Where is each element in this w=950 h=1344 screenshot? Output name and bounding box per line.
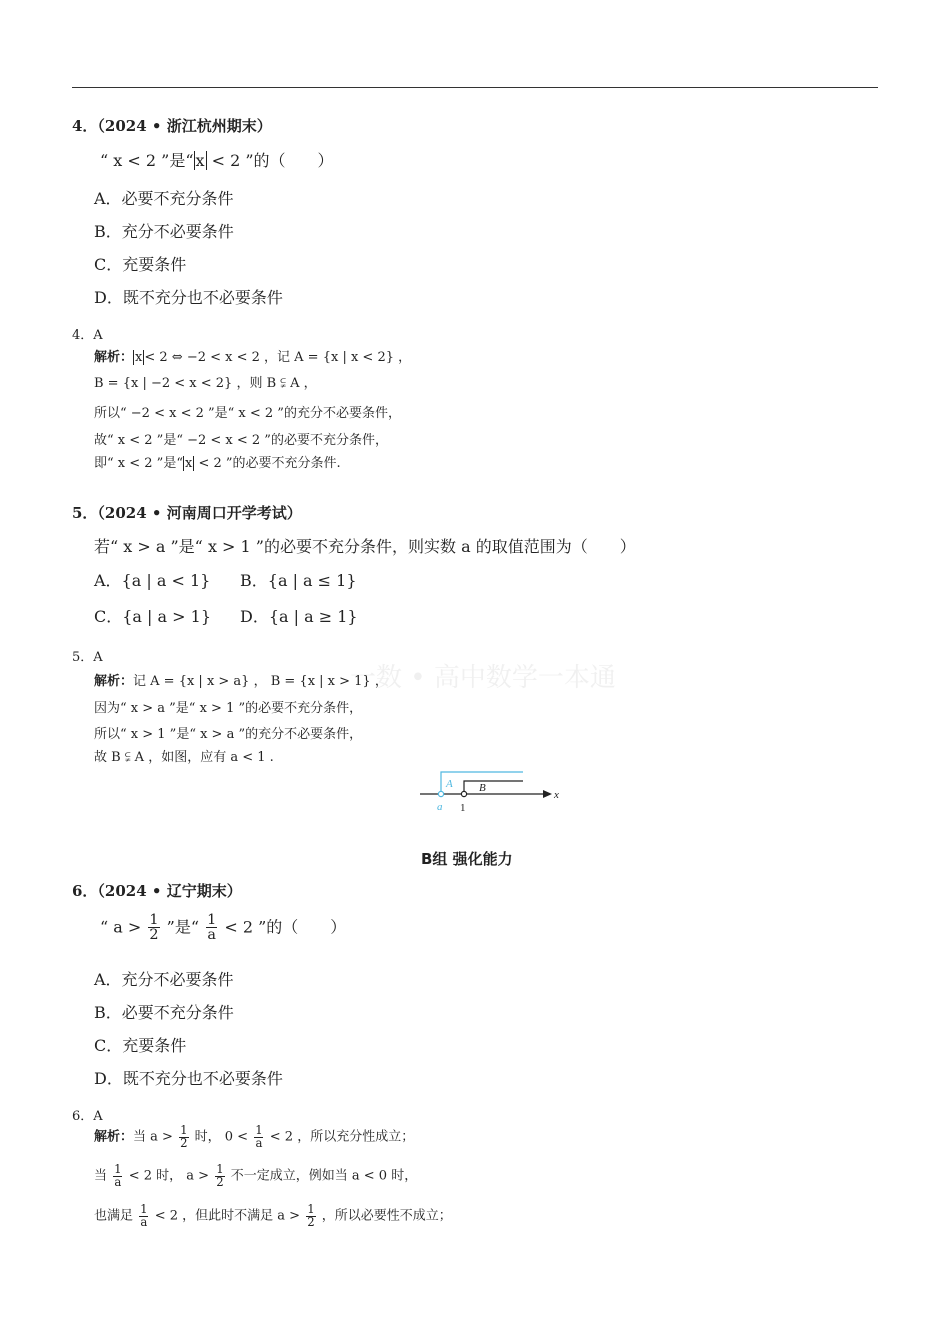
q4-stem-post: < 2 ”的（ ） bbox=[206, 151, 334, 170]
q5-solution-label: 解析： bbox=[94, 674, 134, 689]
q6-l2-c: 不一定成立，例如当 a < 0 时， bbox=[226, 1168, 418, 1184]
q6-l1-b: 时， 0 < bbox=[190, 1129, 253, 1145]
q6-l1-frac-2: $\frac{1}{a}$ bbox=[255, 1123, 263, 1150]
q4-solution-text-1: < 2 ⇔ −2 < x < 2 ，记 A = {x | x < 2} ， bbox=[144, 350, 412, 365]
q6-l3-b: < 2 ，但此时不满足 a > bbox=[150, 1208, 305, 1224]
label-one: 1 bbox=[460, 802, 466, 814]
q5-stem: 若“ x > a ”是“ x > 1 ”的必要不充分条件，则实数 a 的取值范围为（ ） bbox=[94, 537, 636, 556]
q4-option-d[interactable]: D．既不充分也不必要条件 bbox=[94, 288, 283, 307]
q4-solution-line-5 bbox=[94, 452, 341, 471]
q5-heading: 5．（2024 • 河南周口开学考试） bbox=[72, 504, 302, 522]
q6-l2-b: < 2 时， a > bbox=[124, 1168, 214, 1184]
q4-option-a[interactable]: A．必要不充分条件 bbox=[94, 189, 234, 208]
q6-solution-line-2 bbox=[94, 1164, 417, 1188]
q6-heading: 6．（2024 • 辽宁期末） bbox=[72, 882, 242, 900]
q6-l3-c: ，所以必要性不成立； bbox=[317, 1208, 452, 1224]
q6-option-c[interactable]: C．充要条件 bbox=[94, 1036, 187, 1055]
q4-answer: 4．A bbox=[72, 328, 103, 343]
q4-solution-text-5a: 即“ x < 2 ”是“ bbox=[94, 456, 183, 471]
watermark: 一数 • 高中数学一本通 bbox=[350, 663, 616, 693]
q6-solution-label: 解析： bbox=[94, 1129, 134, 1145]
q6-frac1-den: 2 bbox=[149, 927, 159, 944]
q4-solution-line-2: B = {x | −2 < x < 2} ，则 B ⫋ A ， bbox=[94, 376, 317, 391]
q6-option-a[interactable]: A．充分不必要条件 bbox=[94, 970, 234, 989]
q6-l1-a: 当 a > bbox=[133, 1129, 178, 1145]
q5-answer: 5．A bbox=[72, 650, 103, 665]
q6-option-d[interactable]: D．既不充分也不必要条件 bbox=[94, 1069, 283, 1088]
label-set-b: B bbox=[479, 782, 486, 794]
number-line-figure bbox=[415, 765, 560, 815]
header-rule bbox=[72, 87, 878, 88]
q4-solution-abs-2: x bbox=[184, 456, 193, 471]
q4-solution-line-4: 故“ x < 2 ”是“ −2 < x < 2 ”的必要不充分条件， bbox=[94, 433, 388, 448]
axis-arrow-icon bbox=[543, 790, 552, 798]
q6-answer: 6．A bbox=[72, 1109, 103, 1124]
label-a: a bbox=[437, 801, 443, 813]
q4-option-b[interactable]: B．充分不必要条件 bbox=[94, 222, 234, 241]
point-a-open bbox=[438, 791, 443, 796]
q6-l1-c: < 2 ，所以充分性成立； bbox=[265, 1129, 415, 1145]
q5-solution-line-1 bbox=[94, 670, 388, 689]
label-set-a: A bbox=[446, 778, 453, 790]
q5-solution-text-1: 记 A = {x | x > a} ， B = {x | x > 1} ， bbox=[133, 674, 388, 689]
q6-option-b[interactable]: B．必要不充分条件 bbox=[94, 1003, 234, 1022]
section-title: B组 强化能力 bbox=[421, 850, 513, 868]
q5-solution-line-3: 所以“ x > 1 ”是“ x > a ”的充分不必要条件， bbox=[94, 727, 363, 742]
q6-stem-c: < 2 ”的（ ） bbox=[219, 917, 347, 937]
q6-l3-frac-1: $\frac{1}{a}$ bbox=[140, 1202, 148, 1229]
q6-frac2-num: 1 bbox=[207, 912, 217, 928]
q4-solution-line-3: 所以“ −2 < x < 2 ”是“ x < 2 ”的充分不必要条件， bbox=[94, 406, 401, 421]
q5-solution-line-4: 故 B ⫋ A ，如图，应有 a < 1 . bbox=[94, 750, 274, 765]
q6-stem-frac-1 bbox=[148, 913, 159, 943]
point-1-open bbox=[461, 791, 466, 796]
q4-solution-line-1 bbox=[94, 346, 411, 365]
q4-solution-abs: x bbox=[135, 350, 143, 365]
q6-l2-a: 当 bbox=[94, 1168, 112, 1184]
q6-frac1-num: 1 bbox=[149, 912, 159, 928]
q6-l1-frac-1: $\frac{1}{2}$ bbox=[180, 1123, 188, 1150]
q6-stem-b: ”是“ bbox=[161, 917, 205, 937]
q6-l2-frac-1: $\frac{1}{a}$ bbox=[114, 1162, 122, 1189]
q6-l2-frac-2: $\frac{1}{2}$ bbox=[216, 1162, 224, 1189]
q5-option-d[interactable]: D．{a | a ≥ 1} bbox=[240, 607, 358, 626]
q6-l3-a: 也满足 bbox=[94, 1208, 138, 1224]
q4-stem-pre: “ x < 2 ”是“ bbox=[100, 151, 194, 170]
q4-stem bbox=[100, 148, 334, 171]
q4-solution-text-5b: < 2 ”的必要不充分条件. bbox=[194, 456, 341, 471]
q6-l3-frac-2: $\frac{1}{2}$ bbox=[307, 1202, 315, 1229]
q4-heading: 4．（2024 • 浙江杭州期末） bbox=[72, 117, 272, 135]
q4-solution-label: 解析： bbox=[94, 350, 134, 365]
q6-solution-line-3 bbox=[94, 1204, 452, 1228]
q5-solution-line-2: 因为“ x > a ”是“ x > 1 ”的必要不充分条件， bbox=[94, 701, 363, 716]
q5-option-c[interactable]: C．{a | a > 1} bbox=[94, 607, 212, 626]
q6-stem-frac-2 bbox=[206, 913, 217, 943]
label-x: x bbox=[554, 789, 559, 801]
q6-frac2-den: a bbox=[207, 927, 216, 944]
q4-stem-abs: x bbox=[195, 151, 205, 170]
q5-option-b[interactable]: B．{a | a ≤ 1} bbox=[240, 571, 357, 590]
q4-option-c[interactable]: C．充要条件 bbox=[94, 255, 187, 274]
set-b-bracket bbox=[464, 781, 523, 794]
q6-stem-a: “ a > bbox=[100, 917, 147, 937]
q6-solution-line-1 bbox=[94, 1125, 414, 1149]
q6-stem bbox=[100, 913, 346, 943]
q5-option-a[interactable]: A．{a | a < 1} bbox=[94, 571, 211, 590]
